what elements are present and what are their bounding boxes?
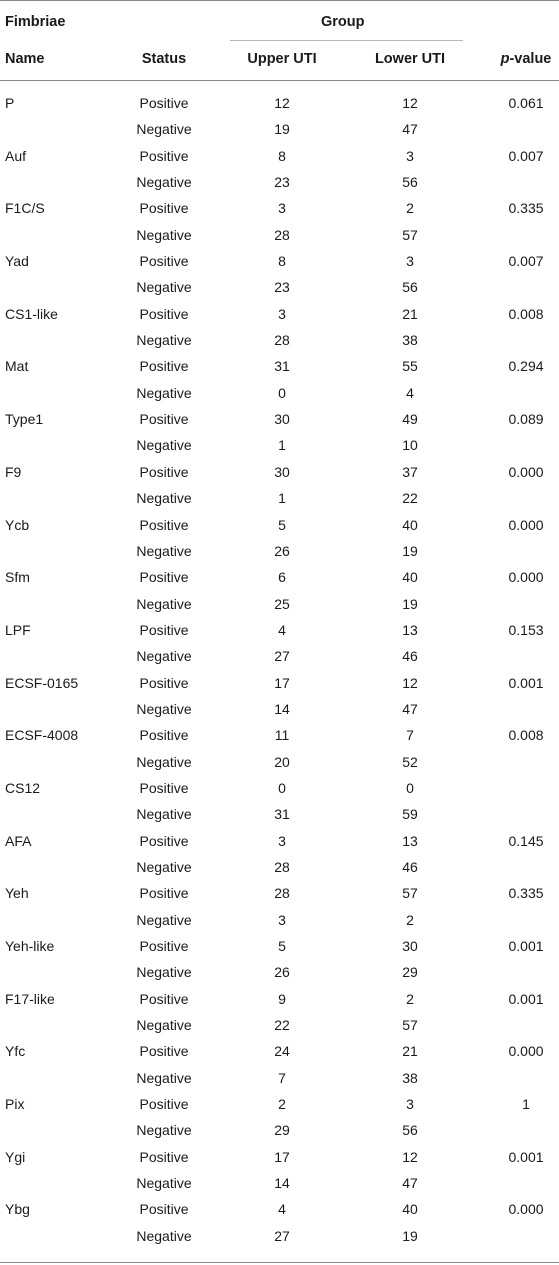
cell-name: F1C/S bbox=[5, 200, 45, 217]
header-fimbriae: Fimbriae bbox=[5, 14, 66, 30]
table-row bbox=[0, 591, 559, 617]
cell-lower-uti: 47 bbox=[402, 121, 418, 138]
cell-upper-uti: 0 bbox=[278, 384, 286, 401]
cell-upper-uti: 23 bbox=[274, 279, 290, 296]
cell-name: Yfc bbox=[5, 1043, 26, 1060]
cell-status: Positive bbox=[139, 305, 189, 322]
table-row bbox=[0, 907, 559, 933]
cell-status: Positive bbox=[139, 938, 189, 954]
cell-upper-uti: 23 bbox=[274, 174, 290, 191]
cell-lower-uti: 19 bbox=[402, 1227, 418, 1244]
cell-upper-uti: 24 bbox=[274, 1043, 290, 1060]
table-row bbox=[0, 1144, 559, 1170]
table-row bbox=[0, 406, 559, 432]
cell-status: Positive bbox=[139, 516, 189, 533]
table-row bbox=[0, 643, 559, 669]
table-row bbox=[0, 801, 559, 827]
cell-status: Negative bbox=[136, 121, 192, 138]
cell-upper-uti: 7 bbox=[278, 1069, 286, 1086]
cell-status: Positive bbox=[139, 147, 189, 164]
cell-name: Yad bbox=[5, 253, 29, 270]
cell-status: Positive bbox=[139, 358, 189, 375]
cell-lower-uti: 38 bbox=[402, 1069, 418, 1086]
cell-p-value: 0.335 bbox=[508, 200, 544, 217]
table-row bbox=[0, 617, 559, 643]
cell-status: Positive bbox=[139, 727, 189, 744]
table-row bbox=[0, 775, 559, 801]
cell-status: Positive bbox=[139, 885, 189, 902]
table-row bbox=[0, 1012, 559, 1038]
cell-name: Mat bbox=[5, 358, 29, 375]
cell-lower-uti: 13 bbox=[402, 621, 418, 638]
cell-status: Positive bbox=[139, 95, 189, 111]
cell-lower-uti: 37 bbox=[402, 463, 418, 480]
cell-p-value: 0.000 bbox=[508, 1043, 544, 1060]
cell-upper-uti: 28 bbox=[274, 332, 290, 349]
cell-p-value: 0.000 bbox=[508, 569, 544, 586]
cell-lower-uti: 2 bbox=[406, 200, 414, 217]
cell-upper-uti: 3 bbox=[278, 911, 286, 928]
cell-lower-uti: 21 bbox=[402, 305, 418, 322]
cell-name: Sfm bbox=[5, 569, 30, 586]
cell-upper-uti: 9 bbox=[278, 990, 286, 1007]
cell-status: Negative bbox=[136, 226, 192, 243]
cell-status: Negative bbox=[136, 911, 192, 928]
cell-name: CS12 bbox=[5, 779, 41, 796]
table-row bbox=[0, 248, 559, 274]
header-p-value bbox=[501, 51, 552, 67]
cell-status: Positive bbox=[139, 411, 189, 428]
table-row bbox=[0, 327, 559, 353]
cell-p-value: 0.089 bbox=[508, 411, 544, 428]
table-body bbox=[0, 90, 559, 1249]
table-row bbox=[0, 485, 559, 511]
table-row bbox=[0, 749, 559, 775]
cell-name: Pix bbox=[5, 1096, 25, 1113]
cell-upper-uti: 30 bbox=[274, 411, 290, 428]
header-upper-uti: Upper UTI bbox=[247, 51, 317, 67]
table-row bbox=[0, 380, 559, 406]
cell-lower-uti: 19 bbox=[402, 595, 418, 612]
table-row bbox=[0, 670, 559, 696]
table-row bbox=[0, 459, 559, 485]
cell-lower-uti: 46 bbox=[402, 648, 418, 665]
cell-upper-uti: 6 bbox=[278, 569, 286, 586]
cell-upper-uti: 17 bbox=[274, 1148, 290, 1165]
cell-upper-uti: 14 bbox=[274, 700, 290, 717]
cell-lower-uti: 57 bbox=[402, 885, 418, 902]
cell-status: Negative bbox=[136, 279, 192, 296]
cell-status: Negative bbox=[136, 490, 192, 507]
cell-lower-uti: 55 bbox=[402, 358, 418, 375]
cell-upper-uti: 3 bbox=[278, 305, 286, 322]
table-row bbox=[0, 1117, 559, 1143]
cell-status: Negative bbox=[136, 437, 192, 454]
cell-status: Negative bbox=[136, 595, 192, 612]
cell-status: Positive bbox=[139, 832, 189, 849]
table-row bbox=[0, 143, 559, 169]
cell-status: Positive bbox=[139, 569, 189, 586]
header-rule bbox=[0, 80, 559, 81]
cell-lower-uti: 3 bbox=[406, 1096, 414, 1113]
cell-lower-uti: 2 bbox=[406, 911, 414, 928]
cell-name: F17-like bbox=[5, 990, 55, 1007]
table-row bbox=[0, 538, 559, 564]
cell-name: Yeh bbox=[5, 885, 29, 902]
cell-name: Ycb bbox=[5, 516, 30, 533]
cell-status: Negative bbox=[136, 332, 192, 349]
cell-lower-uti: 29 bbox=[402, 964, 418, 981]
cell-lower-uti: 4 bbox=[406, 384, 414, 401]
cell-p-value: 0.001 bbox=[508, 938, 544, 954]
cell-status: Negative bbox=[136, 964, 192, 981]
table-bottom-rule bbox=[0, 1262, 559, 1263]
table-row bbox=[0, 274, 559, 300]
cell-p-value: 0.061 bbox=[508, 95, 544, 111]
header-lower-uti: Lower UTI bbox=[374, 51, 446, 67]
table-row bbox=[0, 432, 559, 458]
cell-upper-uti: 14 bbox=[274, 1175, 290, 1192]
cell-lower-uti: 38 bbox=[402, 332, 418, 349]
cell-p-value: 0.294 bbox=[508, 358, 544, 375]
cell-p-value: 0.001 bbox=[508, 1148, 544, 1165]
cell-upper-uti: 1 bbox=[278, 490, 286, 507]
cell-status: Negative bbox=[136, 1069, 192, 1086]
table-row bbox=[0, 880, 559, 906]
cell-lower-uti: 12 bbox=[402, 1148, 418, 1165]
cell-upper-uti: 17 bbox=[274, 674, 290, 691]
cell-status: Negative bbox=[136, 174, 192, 191]
table-row bbox=[0, 828, 559, 854]
cell-status: Positive bbox=[139, 1043, 189, 1060]
table-row bbox=[0, 1065, 559, 1091]
table-row bbox=[0, 90, 559, 116]
cell-upper-uti: 28 bbox=[274, 885, 290, 902]
cell-status: Negative bbox=[136, 858, 192, 875]
cell-upper-uti: 27 bbox=[274, 648, 290, 665]
cell-status: Positive bbox=[139, 1148, 189, 1165]
table-row bbox=[0, 959, 559, 985]
cell-upper-uti: 30 bbox=[274, 463, 290, 480]
cell-lower-uti: 59 bbox=[402, 806, 418, 823]
cell-name: Yeh-like bbox=[5, 938, 55, 954]
cell-p-value: 0.001 bbox=[508, 674, 544, 691]
cell-p-value: 0.008 bbox=[508, 305, 544, 322]
table-row bbox=[0, 1196, 559, 1222]
cell-p-value: 0.001 bbox=[508, 990, 544, 1007]
cell-upper-uti: 28 bbox=[274, 858, 290, 875]
cell-p-value: 0.000 bbox=[508, 463, 544, 480]
cell-upper-uti: 5 bbox=[278, 938, 286, 954]
cell-p-value: 0.335 bbox=[508, 885, 544, 902]
cell-status: Positive bbox=[139, 779, 189, 796]
header-group: Group bbox=[321, 14, 365, 30]
cell-p-value: 0.145 bbox=[508, 832, 544, 849]
cell-upper-uti: 31 bbox=[274, 806, 290, 823]
table-row bbox=[0, 1038, 559, 1064]
cell-status: Positive bbox=[139, 674, 189, 691]
cell-name: AFA bbox=[5, 832, 32, 849]
cell-lower-uti: 3 bbox=[406, 253, 414, 270]
table-row bbox=[0, 854, 559, 880]
table-row bbox=[0, 1091, 559, 1117]
cell-lower-uti: 0 bbox=[406, 779, 414, 796]
cell-p-value: 0.007 bbox=[508, 253, 544, 270]
table-row bbox=[0, 696, 559, 722]
table-row bbox=[0, 301, 559, 327]
cell-lower-uti: 46 bbox=[402, 858, 418, 875]
header-status: Status bbox=[141, 51, 187, 67]
cell-name: F9 bbox=[5, 463, 22, 480]
cell-lower-uti: 19 bbox=[402, 542, 418, 559]
header-name: Name bbox=[5, 51, 45, 67]
cell-upper-uti: 1 bbox=[278, 437, 286, 454]
cell-status: Negative bbox=[136, 648, 192, 665]
cell-upper-uti: 8 bbox=[278, 253, 286, 270]
cell-upper-uti: 8 bbox=[278, 147, 286, 164]
cell-status: Negative bbox=[136, 806, 192, 823]
cell-name: Type1 bbox=[5, 411, 44, 428]
cell-p-value: 1 bbox=[522, 1096, 530, 1113]
table-row bbox=[0, 564, 559, 590]
cell-lower-uti: 40 bbox=[402, 1201, 418, 1218]
cell-lower-uti: 12 bbox=[402, 674, 418, 691]
cell-lower-uti: 3 bbox=[406, 147, 414, 164]
cell-status: Positive bbox=[139, 463, 189, 480]
table-row bbox=[0, 116, 559, 142]
table-row bbox=[0, 512, 559, 538]
cell-status: Positive bbox=[139, 1201, 189, 1218]
cell-upper-uti: 31 bbox=[274, 358, 290, 375]
cell-status: Positive bbox=[139, 621, 189, 638]
table-top-rule bbox=[0, 0, 559, 1]
cell-lower-uti: 56 bbox=[402, 1122, 418, 1139]
cell-upper-uti: 29 bbox=[274, 1122, 290, 1139]
cell-upper-uti: 27 bbox=[274, 1227, 290, 1244]
cell-lower-uti: 47 bbox=[402, 1175, 418, 1192]
cell-upper-uti: 2 bbox=[278, 1096, 286, 1113]
cell-p-value: 0.008 bbox=[508, 727, 544, 744]
cell-status: Negative bbox=[136, 1122, 192, 1139]
cell-status: Negative bbox=[136, 753, 192, 770]
table-row bbox=[0, 222, 559, 248]
cell-p-value: 0.000 bbox=[508, 1201, 544, 1218]
cell-p-value: 0.153 bbox=[508, 621, 544, 638]
table-row bbox=[0, 933, 559, 959]
cell-name: P bbox=[5, 95, 15, 111]
cell-name: ECSF-0165 bbox=[5, 674, 79, 691]
cell-upper-uti: 5 bbox=[278, 516, 286, 533]
cell-upper-uti: 0 bbox=[278, 779, 286, 796]
cell-lower-uti: 52 bbox=[402, 753, 418, 770]
cell-upper-uti: 4 bbox=[278, 1201, 286, 1218]
cell-lower-uti: 40 bbox=[402, 516, 418, 533]
cell-upper-uti: 22 bbox=[274, 1017, 290, 1034]
table-row bbox=[0, 1223, 559, 1249]
cell-status: Negative bbox=[136, 700, 192, 717]
cell-p-value: 0.007 bbox=[508, 147, 544, 164]
cell-name: ECSF-4008 bbox=[5, 727, 79, 744]
cell-status: Positive bbox=[139, 200, 189, 217]
cell-lower-uti: 22 bbox=[402, 490, 418, 507]
cell-lower-uti: 40 bbox=[402, 569, 418, 586]
cell-lower-uti: 57 bbox=[402, 226, 418, 243]
cell-upper-uti: 12 bbox=[274, 95, 290, 111]
cell-status: Positive bbox=[139, 253, 189, 270]
cell-upper-uti: 19 bbox=[274, 121, 290, 138]
cell-lower-uti: 56 bbox=[402, 174, 418, 191]
cell-name: Ygi bbox=[5, 1148, 26, 1165]
cell-upper-uti: 4 bbox=[278, 621, 286, 638]
cell-name: LPF bbox=[5, 621, 31, 638]
cell-lower-uti: 21 bbox=[402, 1043, 418, 1060]
cell-p-value: 0.000 bbox=[508, 516, 544, 533]
cell-upper-uti: 20 bbox=[274, 753, 290, 770]
cell-status: Positive bbox=[139, 990, 189, 1007]
cell-lower-uti: 49 bbox=[402, 411, 418, 428]
cell-lower-uti: 2 bbox=[406, 990, 414, 1007]
cell-lower-uti: 7 bbox=[406, 727, 414, 744]
table-row bbox=[0, 1170, 559, 1196]
cell-name: CS1-like bbox=[5, 305, 58, 322]
table-row bbox=[0, 353, 559, 379]
cell-status: Positive bbox=[139, 1096, 189, 1113]
cell-lower-uti: 56 bbox=[402, 279, 418, 296]
cell-lower-uti: 57 bbox=[402, 1017, 418, 1034]
table-row bbox=[0, 986, 559, 1012]
table-row bbox=[0, 722, 559, 748]
cell-status: Negative bbox=[136, 1227, 192, 1244]
cell-status: Negative bbox=[136, 542, 192, 559]
cell-upper-uti: 11 bbox=[274, 727, 290, 744]
cell-status: Negative bbox=[136, 384, 192, 401]
cell-name: Auf bbox=[5, 147, 27, 164]
table-row bbox=[0, 169, 559, 195]
cell-upper-uti: 26 bbox=[274, 964, 290, 981]
cell-lower-uti: 30 bbox=[402, 938, 418, 954]
cell-upper-uti: 3 bbox=[278, 832, 286, 849]
cell-status: Negative bbox=[136, 1175, 192, 1192]
cell-upper-uti: 26 bbox=[274, 542, 290, 559]
cell-lower-uti: 13 bbox=[402, 832, 418, 849]
group-rule bbox=[230, 40, 463, 41]
cell-lower-uti: 12 bbox=[402, 95, 418, 111]
cell-lower-uti: 47 bbox=[402, 700, 418, 717]
header-p-rest: -value bbox=[509, 51, 552, 67]
cell-upper-uti: 28 bbox=[274, 226, 290, 243]
cell-upper-uti: 3 bbox=[278, 200, 286, 217]
table-row bbox=[0, 195, 559, 221]
header-p-italic: p bbox=[500, 51, 510, 67]
cell-upper-uti: 25 bbox=[274, 595, 290, 612]
cell-status: Negative bbox=[136, 1017, 192, 1034]
cell-name: Ybg bbox=[5, 1201, 30, 1218]
cell-lower-uti: 10 bbox=[402, 437, 418, 454]
